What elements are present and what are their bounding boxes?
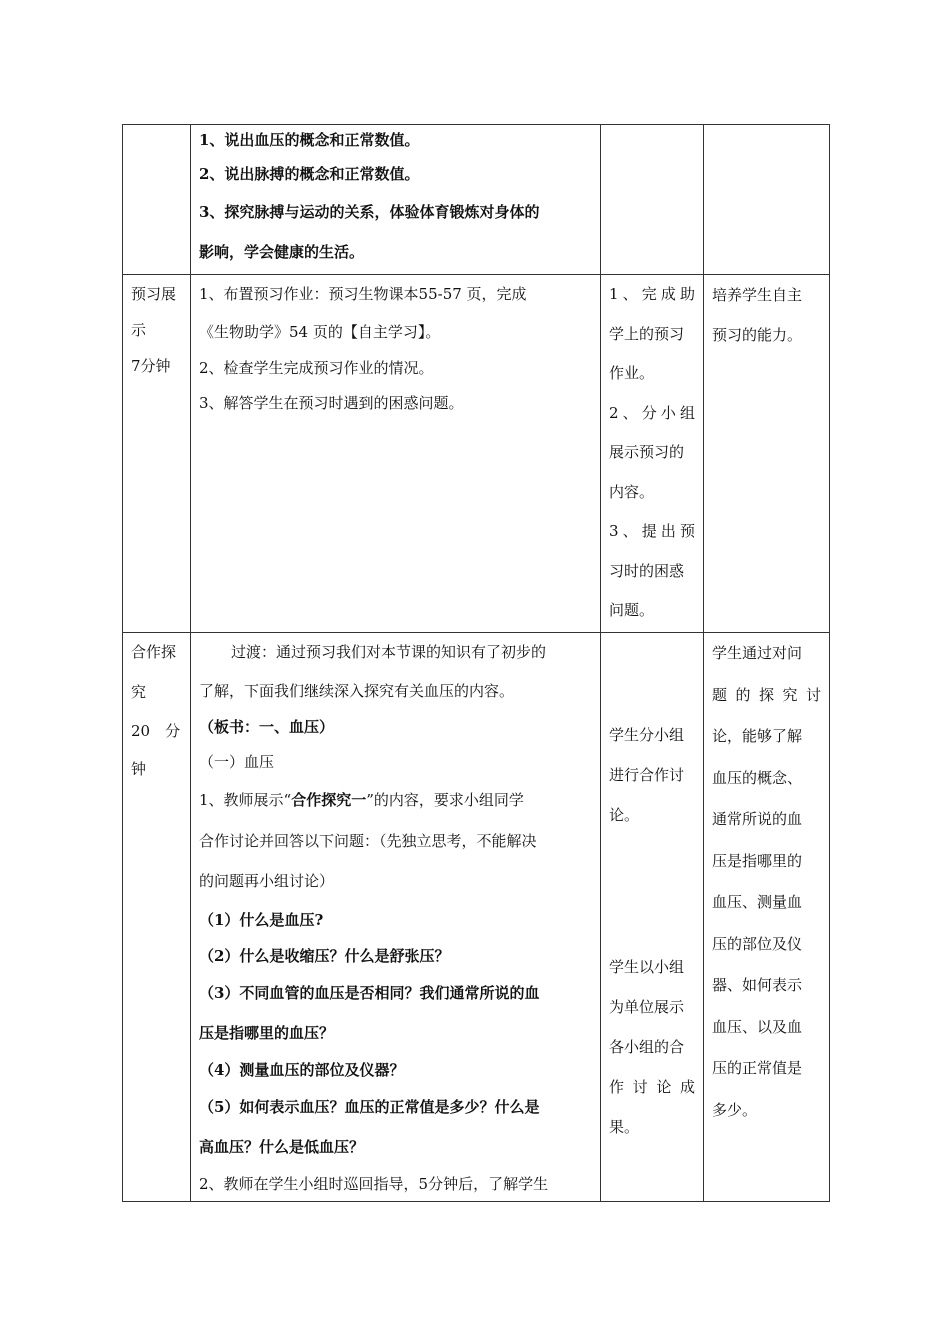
student-line: 学生以小组 [609, 958, 685, 976]
purpose-line: 预习的能力。 [712, 326, 803, 344]
student-line: 进行合作讨 [609, 766, 685, 784]
teacher-line-part-bold: 合作探究一 [291, 791, 367, 809]
preview-stage-cell [123, 275, 191, 633]
student-line: 果。 [609, 1118, 640, 1136]
teacher-line: （板书：一、血压） [199, 718, 335, 736]
teacher-line: （一）血压 [199, 753, 275, 771]
student-line: 学生分小组 [609, 726, 685, 744]
teacher-line: （4）测量血压的部位及仪器？ [199, 1061, 405, 1079]
objective-line: 影响，学会健康的生活。 [199, 243, 365, 261]
teacher-line: 《生物助学》54 页的【自主学习】。 [199, 323, 441, 341]
purpose-line: 血压、以及血 [712, 1017, 803, 1036]
preview-row [123, 275, 830, 633]
purpose-line: 多少。 [712, 1100, 758, 1119]
purpose-line: 压的部位及仪 [712, 934, 803, 953]
teacher-line: 3、解答学生在预习时遇到的困惑问题。 [199, 394, 464, 412]
preview-student-cell [601, 275, 704, 633]
teacher-line: （5）如何表示血压？血压的正常值是多少？什么是 [199, 1098, 540, 1116]
student-line: 作业。 [609, 364, 655, 382]
purpose-line: 培养学生自主 [712, 286, 803, 304]
student-line: 展示预习的 [609, 443, 685, 461]
coop-teacher-cell [191, 633, 601, 1202]
objectives-purpose-cell [704, 125, 830, 275]
purpose-line: 血压、测量血 [712, 893, 803, 911]
stage-line: 钟 [131, 760, 147, 778]
objectives-row [123, 125, 830, 275]
purpose-line: 题的探究讨 [712, 685, 821, 704]
student-line: 学上的预习 [609, 324, 685, 343]
objective-line: 3、探究脉搏与运动的关系，体验体育锻炼对身体的 [199, 203, 540, 221]
teacher-line: 高血压？什么是低血压？ [199, 1138, 365, 1156]
stage-line: 20 分 [131, 722, 181, 740]
teacher-line [199, 780, 592, 820]
coop-row [123, 633, 830, 1202]
student-line: 作讨论成 [609, 1078, 695, 1096]
stage-line: 示 [131, 321, 147, 339]
stage-line: 合作探 [131, 643, 177, 661]
objectives-student-cell [601, 125, 704, 275]
objective-line: 2、说出脉搏的概念和正常数值。 [199, 165, 420, 183]
purpose-line: 压是指哪里的 [712, 851, 803, 870]
student-line: 1、完成助 [609, 285, 695, 303]
purpose-line: 学生通过对问 [712, 644, 803, 662]
purpose-line: 器、如何表示 [712, 976, 803, 994]
teacher-line: 了解，下面我们继续深入探究有关血压的内容。 [199, 681, 515, 700]
teacher-line: 2、教师在学生小组时巡回指导，5分钟后，了解学生 [199, 1175, 549, 1193]
coop-stage-cell [123, 633, 191, 1202]
purpose-line: 血压的概念、 [712, 768, 803, 787]
stage-line: 究 [131, 683, 147, 701]
student-line: 3、提出预 [609, 522, 695, 540]
teacher-line-part: 1、教师展示“ [199, 791, 292, 809]
student-line: 论。 [609, 806, 640, 824]
purpose-line: 通常所说的血 [712, 810, 803, 828]
student-line: 问题。 [609, 601, 655, 619]
student-line: 内容。 [609, 482, 655, 501]
objective-line: 1、说出血压的概念和正常数值。 [199, 131, 420, 149]
teacher-line: 过渡：通过预习我们对本节课的知识有了初步的 [231, 643, 547, 661]
coop-student-cell [601, 633, 704, 1202]
coop-purpose-cell [704, 633, 830, 1202]
objectives-stage-cell [123, 125, 191, 275]
lesson-plan-table [122, 124, 830, 1202]
preview-teacher-cell [191, 275, 601, 633]
teacher-line: 合作讨论并回答以下问题：（先独立思考，不能解决 [199, 832, 537, 850]
teacher-line: （3）不同血管的血压是否相同？我们通常所说的血 [199, 984, 540, 1002]
teacher-line: （1）什么是血压? [199, 910, 324, 929]
student-line: 2、分小组 [609, 403, 695, 422]
objectives-content-cell [191, 125, 601, 275]
stage-line: 7分钟 [131, 357, 171, 375]
teacher-line: 压是指哪里的血压？ [199, 1024, 335, 1042]
stage-line: 预习展 [131, 285, 177, 303]
teacher-line: （2）什么是收缩压？什么是舒张压？ [199, 947, 450, 965]
purpose-line: 压的正常值是 [712, 1059, 803, 1077]
teacher-line-part: ”的内容，要求小组同学 [366, 791, 524, 809]
preview-purpose-cell [704, 275, 830, 633]
student-line: 为单位展示 [609, 998, 685, 1016]
teacher-line: 1、布置预习作业：预习生物课本55-57 页，完成 [199, 285, 527, 303]
teacher-line: 的问题再小组讨论） [199, 872, 335, 890]
purpose-line: 论，能够了解 [712, 727, 803, 745]
teacher-line: 2、检查学生完成预习作业的情况。 [199, 359, 434, 377]
student-line: 各小组的合 [609, 1038, 685, 1056]
student-line: 习时的困惑 [609, 561, 685, 580]
